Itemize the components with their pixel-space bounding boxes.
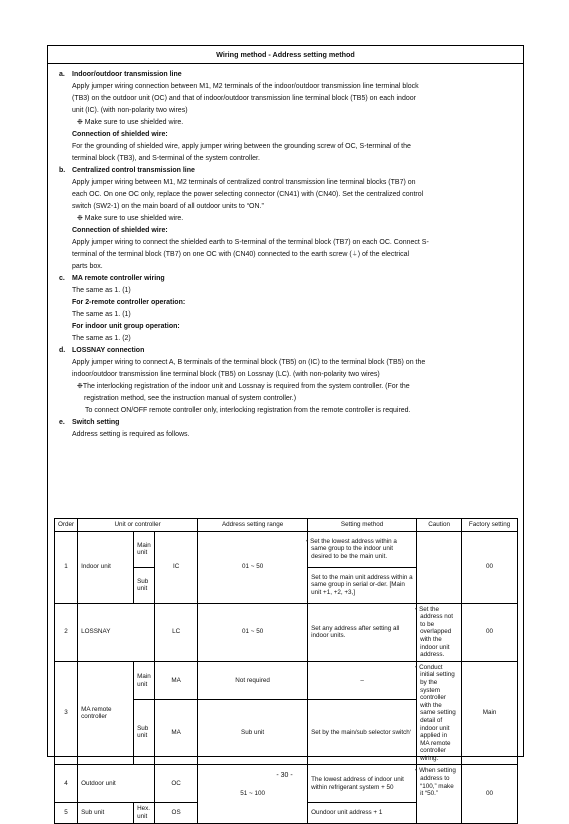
section-e-heading: e. Switch setting [59, 419, 120, 426]
section-a-text: For the grounding of shielded wire, apply jumper wiring between the grounding screw of OC, S-terminal of the [72, 143, 411, 150]
section-c-text: The same as 1. (2) [72, 335, 131, 342]
section-d-note: To connect ON/OFF remote controller only, interlocking registration from the remote controller is required. [85, 407, 411, 414]
section-b-heading: b. Centralized control transmission line [59, 167, 195, 174]
header-range: Address setting range [198, 519, 308, 532]
header-order: Order [55, 519, 78, 532]
section-b-text: switch (SW2-1) on the main board of all outdoor units to “ON.” [72, 203, 264, 210]
section-b-note: ❉ Make sure to use shielded wire. [77, 215, 184, 222]
section-b-text: parts box. [72, 263, 103, 270]
header-unit: Unit or controller [78, 519, 198, 532]
header-method: Setting method [308, 519, 417, 532]
header-factory: Factory setting [462, 519, 518, 532]
section-c-text: The same as 1. (1) [72, 311, 131, 318]
section-a-text: Apply jumper wiring connection between M1, M2 terminals of the indoor/outdoor transmission line terminal block [72, 83, 419, 90]
table-row: Sub unit MA Sub unit Set by the main/sub selector switch‘ [55, 700, 518, 765]
section-b-text: Apply jumper wiring to connect the shielded earth to S-terminal of the terminal block (TB7) on each OC. Connect S- [72, 239, 429, 246]
section-a-note: ❉ Make sure to use shielded wire. [77, 119, 184, 126]
section-d-note: registration method, see the instruction manual of system controller.) [84, 395, 297, 402]
section-c-heading: c. MA remote controller wiring [59, 275, 165, 282]
section-d-note: ❉The interlocking registration of the indoor unit and Lossnay is required from the system controller. (For the [77, 383, 410, 390]
table-row: Sub unit Set to the main unit address within a same group in serial or-der. [Main unit +1, +2, +3,] [55, 567, 518, 603]
table-row: 1 Indoor unit Main unit IC 01 ~ 50 • Set the lowest address within a same group to the indoor unit desired to be the main unit. 00 [55, 531, 518, 567]
page-title: Wiring method - Address setting method [48, 46, 523, 64]
section-b-text: Apply jumper wiring between M1, M2 terminals of centralized control transmission line terminal blocks (TB7) on [72, 179, 416, 186]
table-row: 3 MA remote controller Main unit MA Not required – • Conduct initial setting by the system controller with the same setting detail of indoor unit applied in MA remote controller wiring. Main [55, 661, 518, 700]
section-b-text: each OC. On one OC only, replace the power selecting connector (CN41) with (CN40). Set the centralized control [72, 191, 424, 198]
section-d-heading: d. LOSSNAY connection [59, 347, 145, 354]
table-row: 2 LOSSNAY LC 01 ~ 50 Set any address after setting all indoor units. • Set the address not to be overlapped with the indoor unit address. 00 [55, 603, 518, 661]
table-header-row [55, 519, 518, 532]
table-row: 5 Sub unit Hex. unit OS Oundoor unit address + 1 [55, 803, 518, 823]
section-a-heading: a. Indoor/outdoor transmission line [59, 71, 182, 78]
table-row: 4 Outdoor unit OC 51 ~ 100 The lowest address of indoor unit within refrigerant system + 50 • When setting address to “100,” make it “50.” 00 [55, 765, 518, 803]
section-b-subheading: Connection of shielded wire: [72, 227, 168, 234]
section-a-subheading: Connection of shielded wire: [72, 131, 168, 138]
earth-ground-icon: ⏚ [351, 252, 358, 258]
section-e-text: Address setting is required as follows. [72, 431, 190, 438]
content-body [48, 64, 523, 441]
section-c-text: The same as 1. (1) [72, 287, 131, 294]
section-d-text: indoor/outdoor transmission line terminal block (TB5) on Lossnay (LC). (with non-polarity two wires) [72, 371, 380, 378]
section-c-subheading: For 2-remote controller operation: [72, 299, 186, 306]
section-d-text: Apply jumper wiring to connect A, B terminals of the terminal block (TB5) on (IC) to the terminal block (TB5) on the [72, 359, 426, 366]
section-b-text: terminal of the terminal block (TB7) on one OC with (CN40) connected to the earth screw (⏚) of the electrical [59, 249, 513, 261]
section-a-text: (TB3) on the outdoor unit (OC) and that of indoor/outdoor transmission line terminal block (TB5) on each indoor [72, 95, 416, 102]
section-a-text: terminal block (TB3), and S-terminal of the system controller. [72, 155, 260, 162]
page-number: - 30 - [276, 772, 293, 779]
section-c-subheading: For indoor unit group operation: [72, 323, 180, 330]
section-a-text: unit (IC). (with non-polarity two wires) [72, 107, 188, 114]
header-caution: Caution [417, 519, 462, 532]
